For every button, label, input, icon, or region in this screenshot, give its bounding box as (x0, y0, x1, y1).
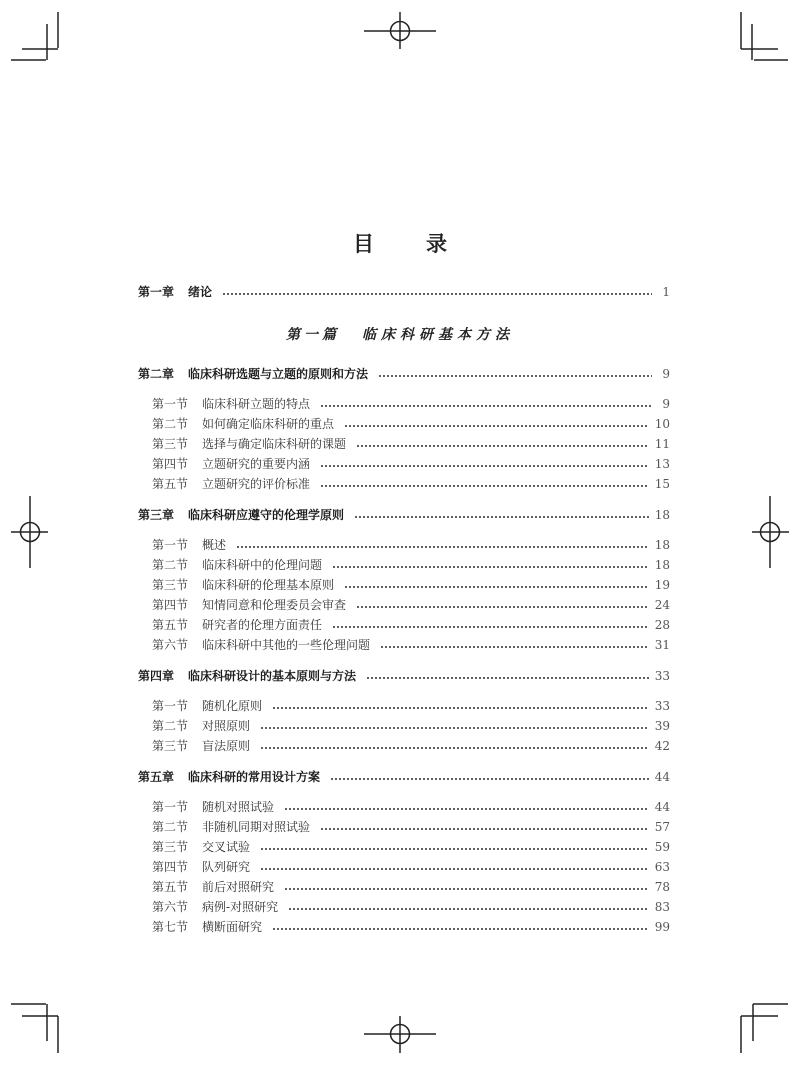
title-char-left: 目 (353, 232, 374, 256)
part-number: 第一篇 (286, 327, 340, 343)
toc-section[interactable] (152, 455, 670, 473)
dot-leader (288, 908, 649, 910)
section-number: 第三节 (152, 578, 189, 592)
section-title: 如何确定临床科研的重点 (202, 417, 335, 431)
section-number: 第七节 (152, 920, 189, 934)
dot-leader (356, 445, 649, 447)
crop-mark-bottom-right-icon (741, 1004, 788, 1053)
section-title: 临床科研立题的特点 (202, 397, 311, 411)
dot-leader (366, 677, 649, 679)
toc-section[interactable] (152, 616, 670, 634)
section-title: 研究者的伦理方面责任 (202, 618, 323, 632)
dot-leader (356, 606, 649, 608)
section-number: 第一节 (152, 699, 189, 713)
toc-section[interactable] (152, 737, 670, 755)
section-number: 第四节 (152, 860, 189, 874)
chapter-title: 绪论 (188, 285, 213, 299)
section-number: 第五节 (152, 618, 189, 632)
section-number: 第六节 (152, 900, 189, 914)
section-number: 第五节 (152, 477, 189, 491)
page-number: 44 (654, 770, 670, 784)
toc-section[interactable] (152, 858, 670, 876)
toc-section[interactable] (152, 556, 670, 574)
dot-leader (284, 808, 649, 810)
toc-chapter-1[interactable] (138, 283, 670, 301)
dot-leader (260, 848, 649, 850)
section-title: 随机化原则 (202, 699, 263, 713)
toc-section[interactable] (152, 838, 670, 856)
section-title: 盲法原则 (202, 739, 251, 753)
dot-leader (272, 928, 649, 930)
section-number: 第三节 (152, 437, 189, 451)
page-number: 18 (654, 538, 670, 552)
crop-mark-top-right-icon (741, 12, 788, 60)
toc-section[interactable] (152, 717, 670, 735)
section-title: 前后对照研究 (202, 880, 275, 894)
page-title (0, 228, 800, 258)
toc-section[interactable] (152, 798, 670, 816)
dot-leader (260, 747, 649, 749)
section-number: 第二节 (152, 417, 189, 431)
dot-leader (344, 586, 649, 588)
section-title: 交叉试验 (202, 840, 251, 854)
toc-section[interactable] (152, 395, 670, 413)
registration-mark-bottom-icon (364, 1016, 436, 1053)
dot-leader (380, 646, 649, 648)
toc-section[interactable] (152, 596, 670, 614)
toc-section[interactable] (152, 415, 670, 433)
toc-section[interactable] (152, 536, 670, 554)
toc-section[interactable] (152, 475, 670, 493)
section-number: 第四节 (152, 598, 189, 612)
page-number: 9 (662, 367, 670, 381)
chapter-title: 临床科研设计的基本原则与方法 (188, 669, 357, 683)
page-number: 59 (654, 840, 670, 854)
toc-section[interactable] (152, 898, 670, 916)
section-number: 第五节 (152, 880, 189, 894)
page-number: 9 (662, 397, 670, 411)
toc-chapter-3[interactable] (138, 506, 670, 524)
chapter-number: 第二章 (138, 367, 175, 381)
toc-section[interactable] (152, 576, 670, 594)
toc-section[interactable] (152, 918, 670, 936)
chapter-number: 第四章 (138, 669, 175, 683)
page-number: 1 (662, 285, 670, 299)
section-number: 第一节 (152, 397, 189, 411)
section-number: 第一节 (152, 538, 189, 552)
section-title: 队列研究 (202, 860, 251, 874)
page-number: 39 (654, 719, 670, 733)
dot-leader (284, 888, 649, 890)
registration-mark-top-icon (364, 12, 436, 49)
page-number: 31 (654, 638, 670, 652)
dot-leader (236, 546, 649, 548)
dot-leader (320, 828, 649, 830)
page-number: 11 (654, 437, 670, 451)
dot-leader (320, 485, 649, 487)
section-title: 对照原则 (202, 719, 251, 733)
page-number: 78 (654, 880, 670, 894)
dot-leader (332, 566, 649, 568)
section-title: 立题研究的评价标准 (202, 477, 311, 491)
chapter-number: 第三章 (138, 508, 175, 522)
section-title: 临床科研的伦理基本原则 (202, 578, 335, 592)
part-heading (0, 324, 800, 344)
section-number: 第二节 (152, 820, 189, 834)
section-title: 知情同意和伦理委员会审查 (202, 598, 347, 612)
page-number: 44 (654, 800, 670, 814)
dot-leader (260, 727, 649, 729)
section-title: 随机对照试验 (202, 800, 275, 814)
title-char-right: 录 (426, 232, 447, 256)
page-number: 15 (654, 477, 670, 491)
page-number: 83 (654, 900, 670, 914)
page-number: 18 (654, 508, 670, 522)
toc-section[interactable] (152, 818, 670, 836)
crop-mark-top-left-icon (11, 12, 58, 60)
chapter-title: 临床科研的常用设计方案 (188, 770, 321, 784)
section-number: 第二节 (152, 719, 189, 733)
section-title: 病例-对照研究 (202, 900, 279, 914)
section-title: 非随机同期对照试验 (202, 820, 311, 834)
dot-leader (320, 465, 649, 467)
page-number: 42 (654, 739, 670, 753)
section-number: 第六节 (152, 638, 189, 652)
toc-section[interactable] (152, 435, 670, 453)
dot-leader (320, 405, 652, 407)
dot-leader (260, 868, 649, 870)
page-number: 99 (654, 920, 670, 934)
part-title: 临床科研基本方法 (362, 327, 514, 343)
section-number: 第一节 (152, 800, 189, 814)
chapter-title: 临床科研应遵守的伦理学原则 (188, 508, 345, 522)
chapter-title: 临床科研选题与立题的原则和方法 (188, 367, 369, 381)
page-number: 28 (654, 618, 670, 632)
section-number: 第二节 (152, 558, 189, 572)
section-title: 横断面研究 (202, 920, 263, 934)
page-number: 33 (654, 669, 670, 683)
registration-mark-left-icon (11, 496, 48, 568)
toc-chapter-2[interactable] (138, 365, 670, 383)
dot-leader (330, 778, 649, 780)
page-number: 63 (654, 860, 670, 874)
toc-section[interactable] (152, 697, 670, 715)
crop-mark-bottom-left-icon (11, 1004, 58, 1053)
toc-section[interactable] (152, 636, 670, 654)
page-number: 33 (654, 699, 670, 713)
toc-chapter-5[interactable] (138, 768, 670, 786)
section-number: 第四节 (152, 457, 189, 471)
page-number: 10 (654, 417, 670, 431)
page-number: 18 (654, 558, 670, 572)
dot-leader (344, 425, 649, 427)
dot-leader (354, 516, 649, 518)
page-number: 57 (654, 820, 670, 834)
section-number: 第三节 (152, 840, 189, 854)
dot-leader (222, 293, 652, 295)
page-number: 24 (654, 598, 670, 612)
page-number: 19 (654, 578, 670, 592)
section-number: 第三节 (152, 739, 189, 753)
chapter-number: 第一章 (138, 285, 175, 299)
toc-chapter-4[interactable] (138, 667, 670, 685)
section-title: 临床科研中其他的一些伦理问题 (202, 638, 371, 652)
dot-leader (272, 707, 649, 709)
toc-section[interactable] (152, 878, 670, 896)
section-title: 立题研究的重要内涵 (202, 457, 311, 471)
dot-leader (378, 375, 652, 377)
registration-mark-right-icon (752, 496, 789, 568)
page-number: 13 (654, 457, 670, 471)
chapter-number: 第五章 (138, 770, 175, 784)
section-title: 选择与确定临床科研的课题 (202, 437, 347, 451)
dot-leader (332, 626, 649, 628)
section-title: 临床科研中的伦理问题 (202, 558, 323, 572)
section-title: 概述 (202, 538, 227, 552)
